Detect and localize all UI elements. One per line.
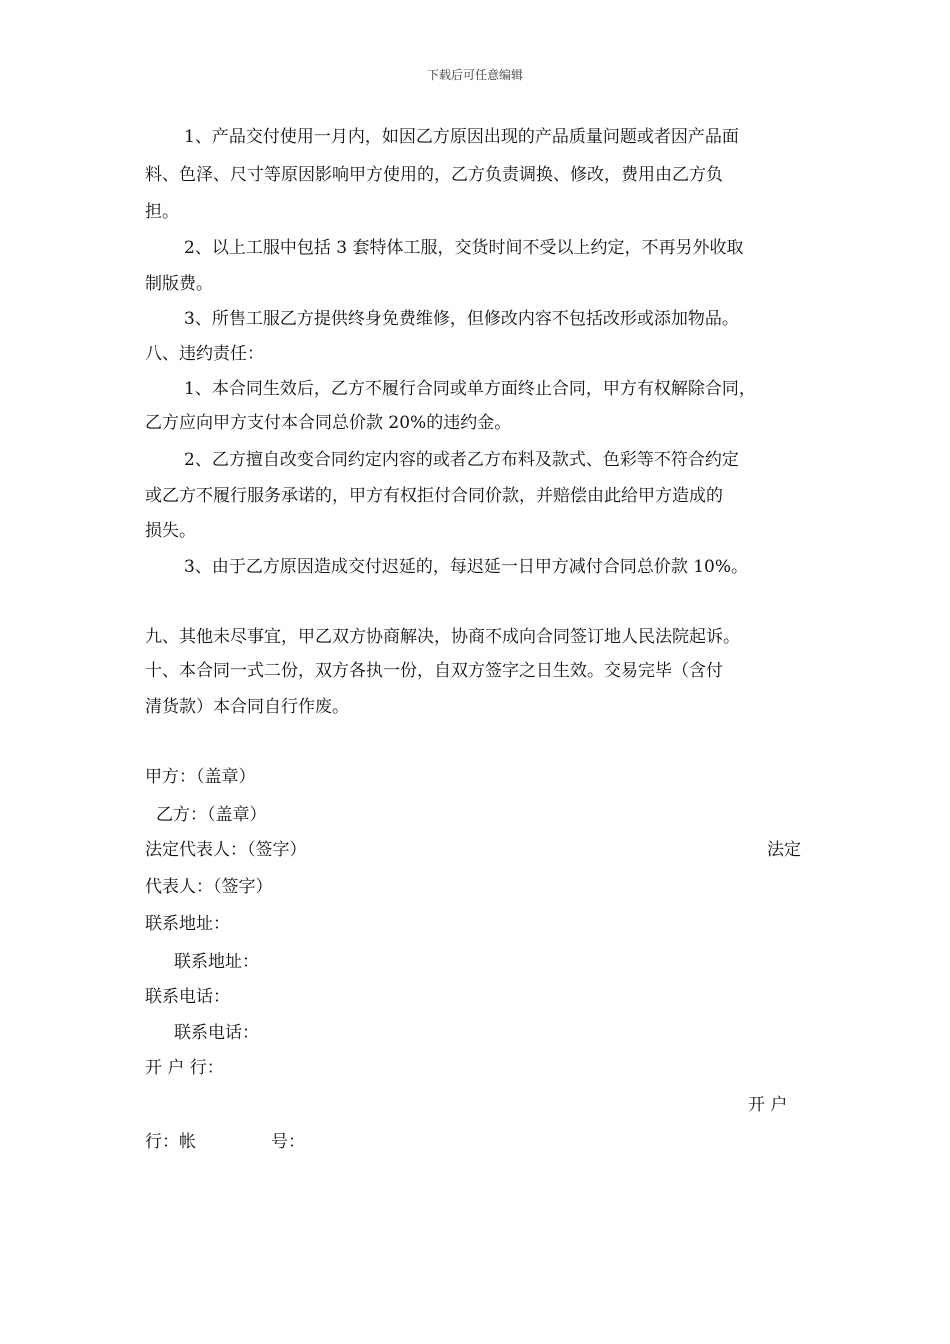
party-b-rep-label-start: 法定 (767, 840, 801, 860)
clause-line: 2、以上工服中包括 3 套特体工服，交货时间不受以上约定，不再另外收取 (184, 238, 744, 258)
clause-line: 担。 (145, 202, 179, 222)
party-b-rep-label-end: 代表人：（签字） (145, 877, 273, 897)
clause-line: 料、色泽、尺寸等原因影响甲方使用的，乙方负责调换、修改，费用由乙方负 (145, 165, 723, 185)
party-b-bank-label-end: 行：帐 (145, 1132, 196, 1152)
party-a-bank-label: 开 户 行： (145, 1058, 224, 1078)
clause-line: 十、本合同一式二份，双方各执一份，自双方签字之日生效。交易完毕（含付 (145, 661, 723, 681)
party-a-phone-label: 联系电话： (145, 987, 230, 1007)
clause-line: 乙方应向甲方支付本合同总价款 20%的违约金。 (145, 413, 512, 433)
party-b-seal-label: 乙方：（盖章） (156, 805, 267, 825)
party-a-seal-label: 甲方：（盖章） (145, 767, 256, 787)
party-b-address-label: 联系地址： (174, 952, 259, 972)
party-a-rep-label: 法定代表人：（签字） (145, 840, 307, 860)
section-heading: 八、违约责任： (145, 344, 264, 364)
party-a-address-label: 联系地址： (145, 914, 230, 934)
party-b-phone-label: 联系电话： (174, 1023, 259, 1043)
account-number-label: 号： (271, 1132, 305, 1152)
clause-line: 2、乙方擅自改变合同约定内容的或者乙方布料及款式、色彩等不符合约定 (184, 450, 739, 470)
clause-line: 3、由于乙方原因造成交付迟延的，每迟延一日甲方减付合同总价款 10%。 (184, 557, 749, 577)
clause-line: 1、产品交付使用一月内，如因乙方原因出现的产品质量问题或者因产品面 (184, 127, 739, 147)
page-header: 下载后可任意编辑 (426, 68, 523, 82)
clause-line: 制版费。 (145, 274, 213, 294)
party-b-bank-label-start: 开 户 (748, 1095, 788, 1115)
clause-line: 清货款）本合同自行作废。 (145, 697, 349, 717)
clause-line: 九、其他未尽事宜，甲乙双方协商解决，协商不成向合同签订地人民法院起诉。 (145, 627, 740, 647)
clause-line: 1、本合同生效后，乙方不履行合同或单方面终止合同，甲方有权解除合同， (184, 379, 756, 399)
clause-line: 或乙方不履行服务承诺的，甲方有权拒付合同价款，并赔偿由此给甲方造成的 (145, 486, 723, 506)
clause-line: 3、所售工服乙方提供终身免费维修，但修改内容不包括改形或添加物品。 (184, 309, 739, 329)
clause-line: 损失。 (145, 521, 196, 541)
